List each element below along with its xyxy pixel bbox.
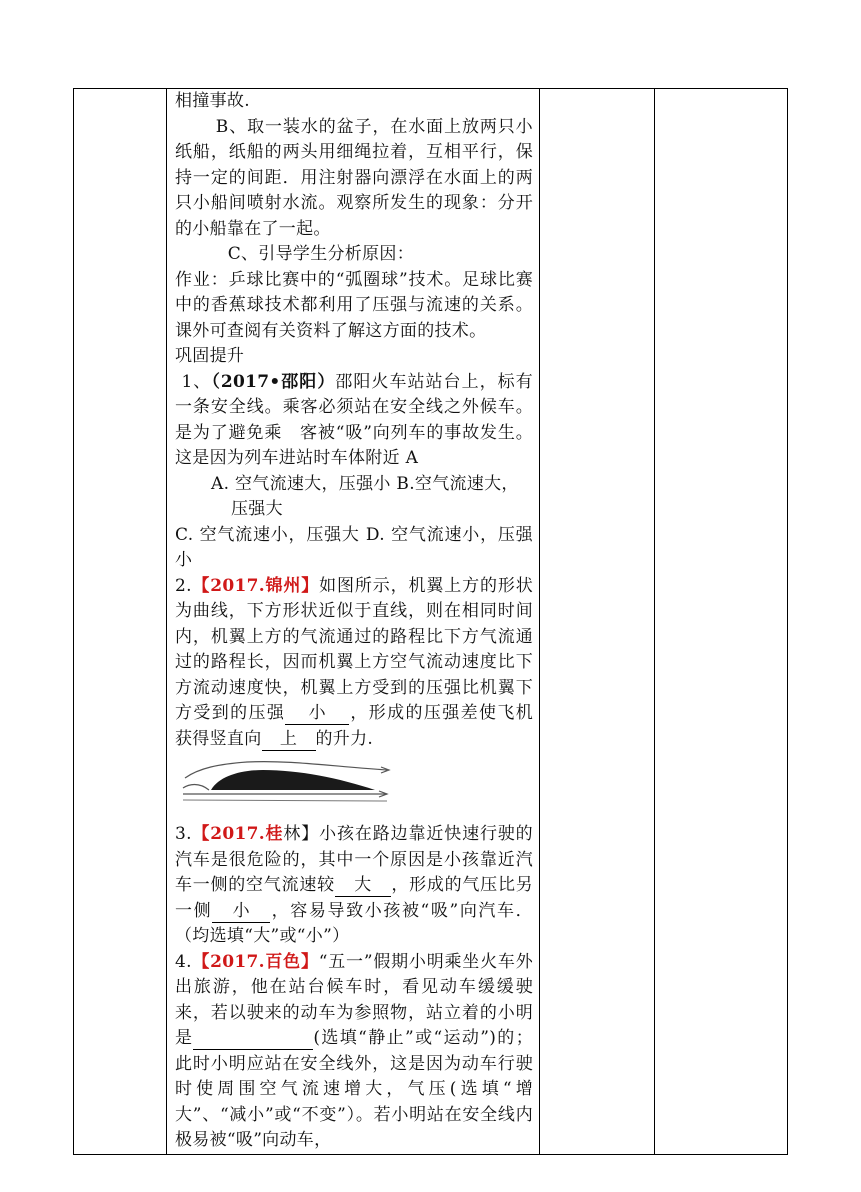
section-heading: 巩固提升 (175, 346, 245, 366)
answer-blank: 小 (212, 900, 270, 923)
question-number: 1、 (181, 371, 212, 392)
option-b-cont: 压强大 (231, 499, 283, 519)
question-source-tag: 【2017.百色】 (191, 951, 319, 972)
question-3 (175, 822, 533, 950)
answer-blank: 大 (335, 874, 391, 897)
question-text: ，容易导致小孩被“吸”向汽车．（均选填“大”或“小”） (175, 900, 533, 946)
question-1 (175, 370, 533, 472)
airfoil-diagram (179, 760, 399, 816)
table-row (74, 89, 788, 1155)
answer-blank (193, 1027, 313, 1050)
experiment-b: B、取一装水的盆子，在水面上放两只小纸船，纸船的两头用细绳拉着，互相平行，保持一定的间距．用注射器向漂浮在水面上的两只小船间喷射水流。观察所发生的现象：分开的小船靠在了一起。 (175, 116, 533, 239)
question-number: 2. (175, 575, 192, 596)
question-source-tag: 【2017.桂 (191, 824, 284, 844)
answer-blank: 小 (285, 702, 349, 725)
option-b: B.空气流速大， (396, 473, 519, 494)
airfoil-figure (179, 760, 533, 816)
experiment-c: C、引导学生分析原因： (227, 244, 414, 264)
question-text: “五一”假期小明乘坐火车外出旅游，他在站台候车时，看见动车缓缓驶来，若以驶来的动车为参照物，站立着的小明是 (175, 951, 533, 1048)
content-cell (167, 89, 540, 1155)
question-source-tag: 【2017.锦州】 (191, 575, 320, 596)
question-text: 的升力. (315, 728, 374, 749)
question-text: (选填“静止”或“运动”)的；此时小明应站在安全线外，这是因为动车行驶时使周围空气流速增大，气压(选填“增大”、“减小”或“不变”）。若小明站在安全线内极易被“吸”向动车， (175, 1028, 533, 1150)
question-4 (175, 950, 533, 1154)
empty-cell-right (655, 89, 788, 1155)
question-text: ，形成的气压比另一侧 (175, 875, 534, 921)
empty-cell-mid (540, 89, 655, 1155)
empty-cell-left (74, 89, 167, 1155)
answer-blank: 上 (262, 728, 316, 751)
question-2 (175, 574, 533, 753)
text-line: 相撞事故. (175, 91, 250, 111)
question-text: ，形成的压强差使飞机获得竖直向 (175, 703, 533, 749)
option-a: A. 空气流速大，压强小 (211, 473, 391, 494)
question-source-tag: （2017•邵阳） (211, 371, 336, 392)
question-number: 4. (175, 951, 192, 972)
question-source-tag-end: 林】 (283, 824, 320, 844)
question-text: 如图所示，机翼上方的形状为曲线，下方形状近似于直线，则在相同时间内，机翼上方的气流通过的路程比下方气流通过的路程长，因而机翼上方空气流动速度比下方流动速度快，机翼上方受到的压强比机翼下方受到的压强 (175, 575, 533, 723)
question-number: 3. (175, 824, 192, 844)
question-text: 邵阳火车站站台上，标有一条安全线。乘客必须站在安全线之外候车。是为了避免乘 客被“吸”向列车的事故发生。这是因为列车进站时车体附近 A (175, 371, 533, 468)
lesson-table (73, 88, 788, 1155)
lesson-content (167, 89, 539, 1154)
option-line (175, 472, 533, 498)
homework-text: 作业：乒球比赛中的“弧圈球”技术。足球比赛中的香蕉球技术都利用了压强与流速的关系。课外可查阅有关资料了解这方面的技术。 (175, 269, 533, 341)
question-text: 小孩在路边靠近快速行驶的汽车是很危险的，其中一个原因是小孩靠近汽车一侧的空气流速较 (175, 824, 533, 895)
option-cd: C. 空气流速小，压强大 D. 空气流速小，压强小 (175, 524, 533, 570)
